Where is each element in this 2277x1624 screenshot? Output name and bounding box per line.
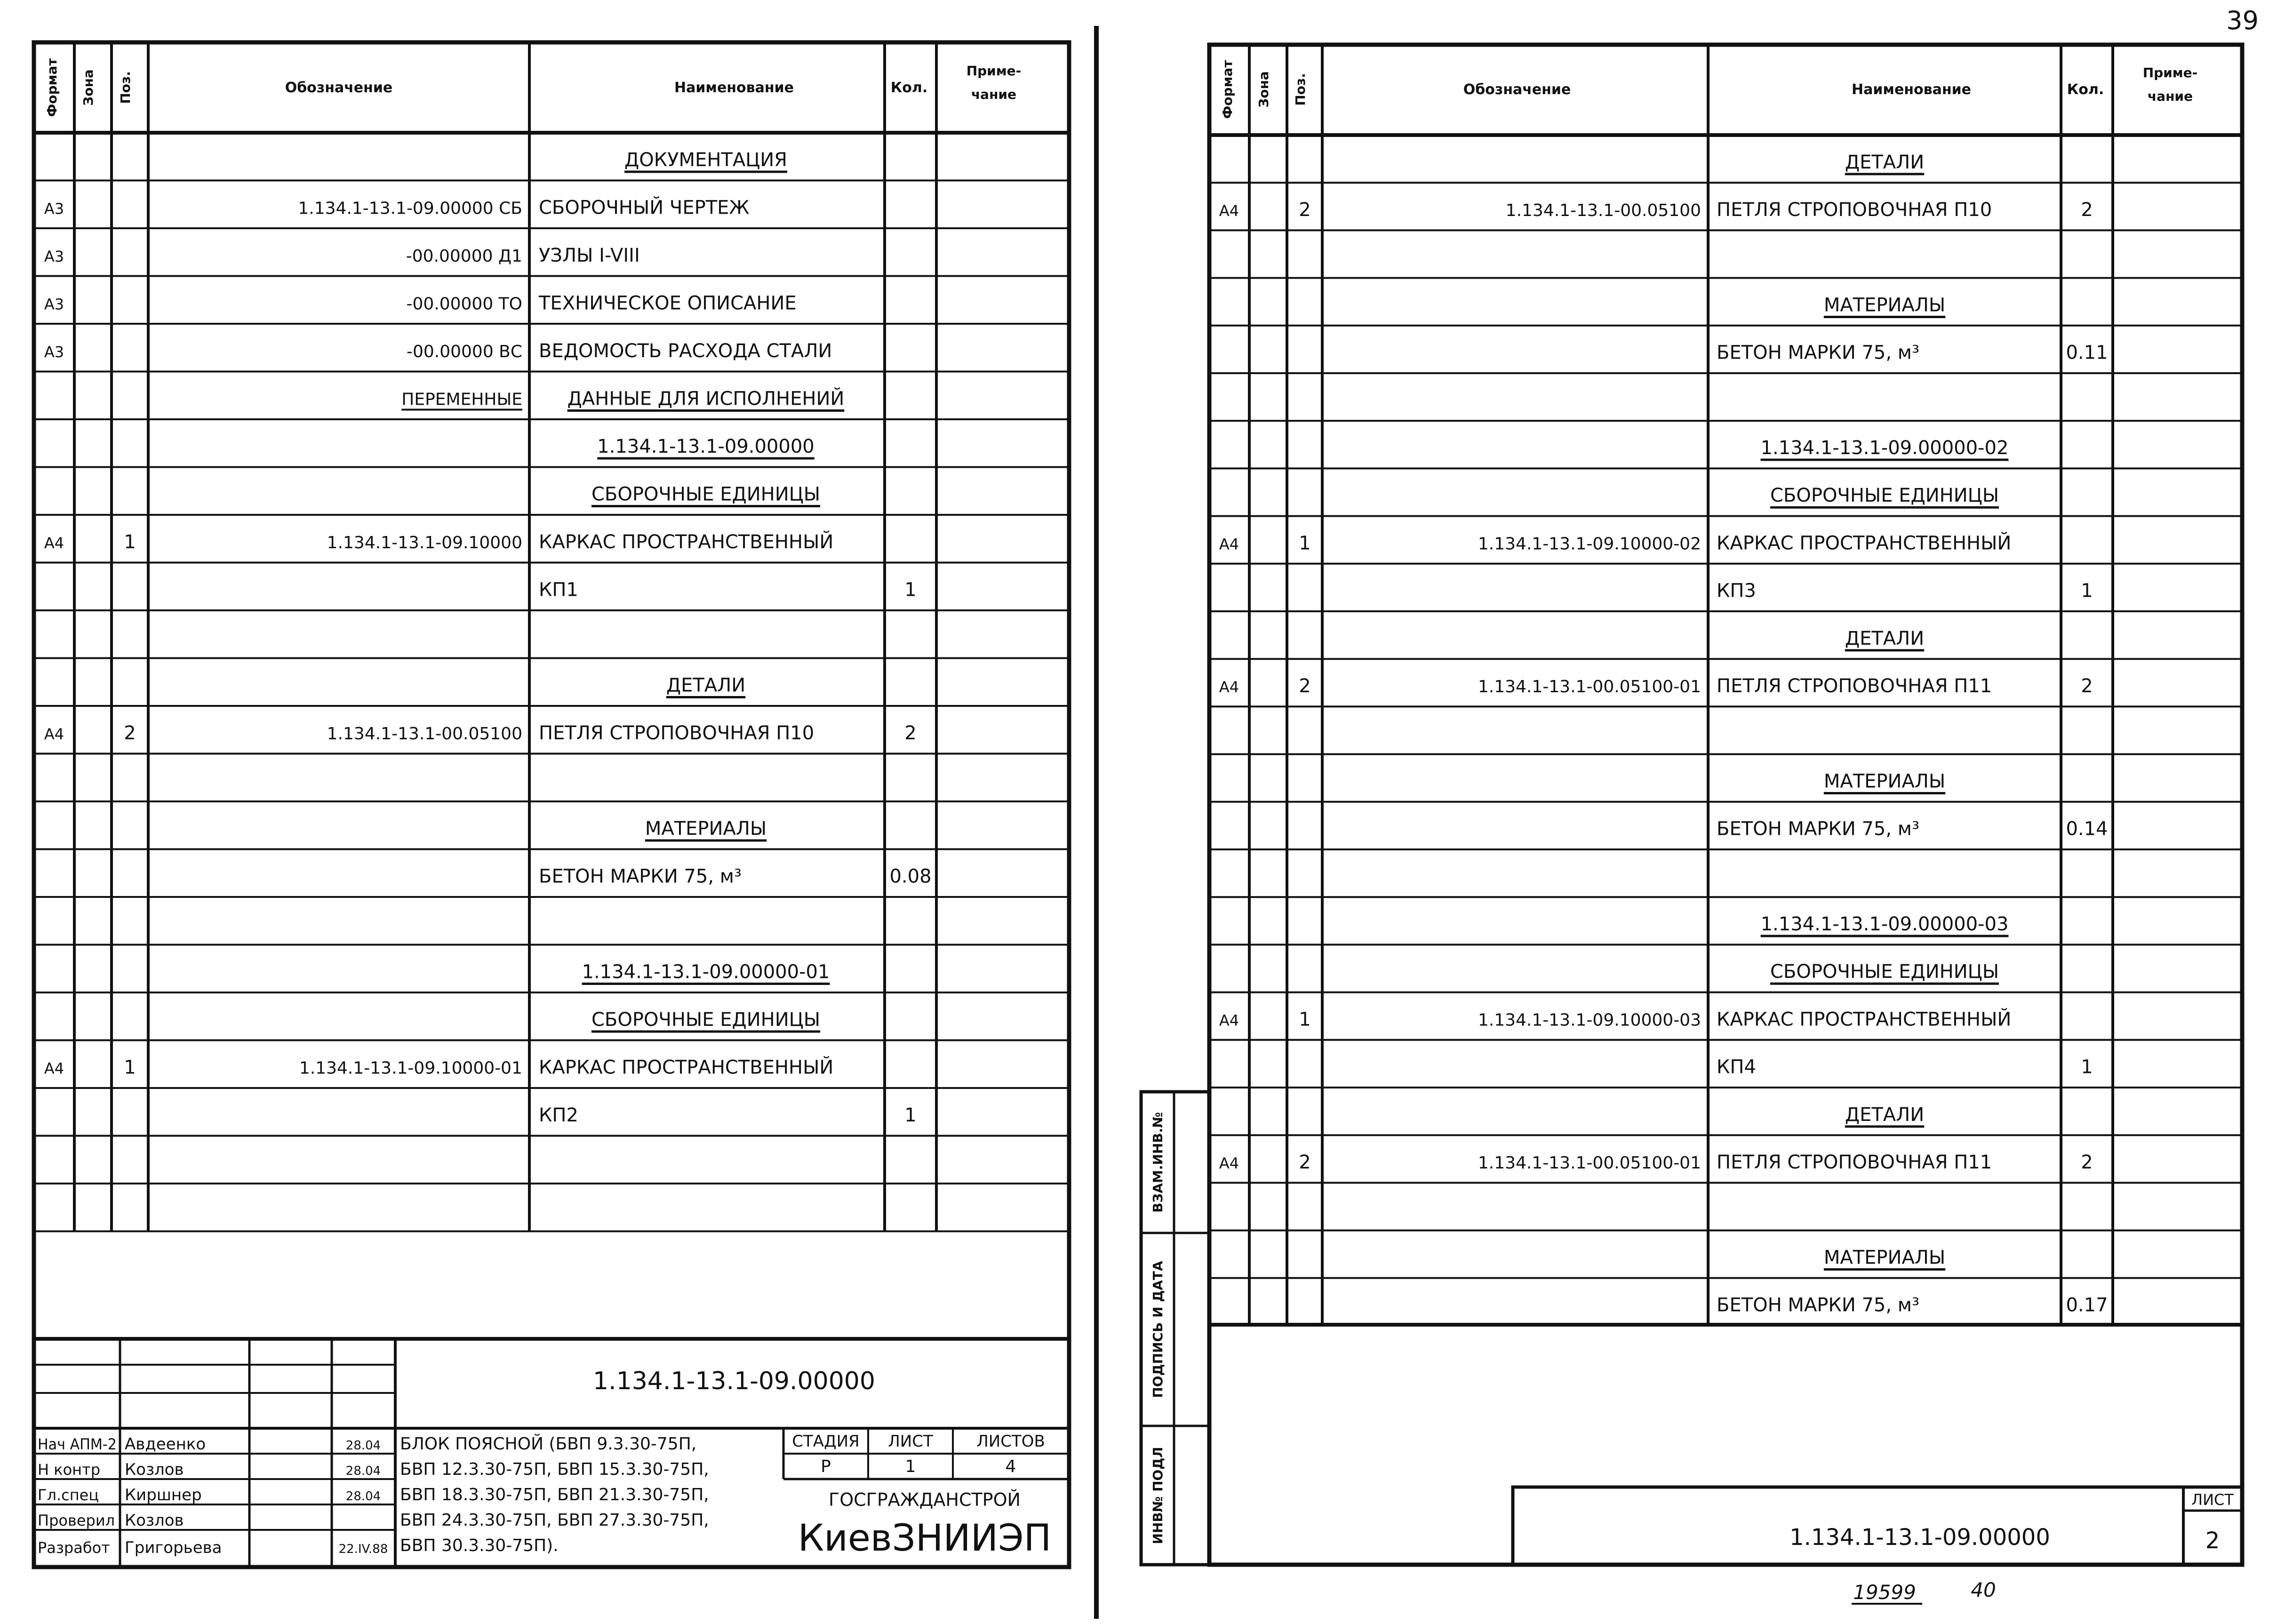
header-pos: Поз. (118, 71, 133, 104)
row-quantity: 2 (2081, 675, 2093, 697)
right-footer-sheet-label: ЛИСТ (2191, 1491, 2234, 1509)
role-date: 28.04 (345, 1464, 381, 1478)
row-name: КАРКАС ПРОСТРАНСТВЕННЫЙ (539, 531, 834, 553)
table-row (44, 245, 640, 266)
row-position: 2 (1299, 199, 1311, 221)
right-footer-sheet-number: 2 (2205, 1528, 2220, 1554)
row-quantity: 2 (904, 722, 917, 744)
role-person: Козлов (125, 1460, 184, 1479)
row-name: КАРКАС ПРОСТРАНСТВЕННЫЙ (539, 1056, 834, 1079)
table-row (44, 722, 917, 744)
row-quantity: 1 (2081, 1056, 2093, 1078)
row-position: 1 (124, 531, 136, 553)
right-stamp-strip (1141, 1092, 1209, 1565)
table-row (1770, 485, 1999, 507)
sheet-value: 1 (905, 1457, 916, 1476)
stamp-signature-date: ПОДПИСЬ И ДАТА (1150, 1261, 1166, 1398)
title-role-row (38, 1460, 381, 1479)
table-row (1717, 1056, 2093, 1078)
table-row (624, 149, 787, 172)
row-name: БЕТОН МАРКИ 75, м³ (1717, 818, 1919, 840)
right-footer-doc-code: 1.134.1-13.1-09.00000 (1790, 1524, 2050, 1551)
row-position: 2 (1299, 675, 1311, 697)
stage-label: СТАДИЯ (792, 1432, 860, 1451)
description-line: БЛОК ПОЯСНОЙ (БВП 9.3.30-75П, (400, 1434, 697, 1454)
role-title: Гл.спец (38, 1486, 99, 1504)
title-role-row (38, 1511, 184, 1530)
row-section-title: СБОРОЧНЫЕ ЕДИНИЦЫ (591, 1009, 821, 1031)
row-format: А3 (44, 200, 64, 218)
header-pos: Поз. (1293, 73, 1308, 106)
row-section-title: ДЕТАЛИ (1845, 627, 1925, 649)
table-row (1219, 1008, 2011, 1030)
table-row (591, 1009, 820, 1032)
table-row (1717, 342, 2108, 364)
row-position: 1 (1299, 1008, 1311, 1031)
left-title-block (34, 1339, 1069, 1567)
left-header (44, 58, 1021, 117)
table-row (539, 1104, 917, 1126)
description-line: БВП 24.3.30-75П, БВП 27.3.30-75П, (400, 1511, 709, 1530)
header-designation: Обозначение (1463, 81, 1571, 98)
table-row (1770, 961, 1999, 984)
table-row (1845, 152, 1924, 174)
row-designation: 1.134.1-13.1-09.10000-01 (299, 1058, 522, 1078)
role-title: Проверил (38, 1512, 115, 1529)
row-name: КП3 (1717, 580, 1756, 602)
table-row (1717, 1295, 2108, 1316)
row-designation: 1.134.1-13.1-00.05100-01 (1478, 1153, 1701, 1173)
table-row (1717, 818, 2108, 840)
table-row (1824, 294, 1945, 317)
org-institute: КиевЗНИИЭП (798, 1517, 1052, 1560)
row-section-title: МАТЕРИАЛЫ (1823, 1247, 1946, 1269)
table-row (666, 675, 745, 697)
row-position: 1 (124, 1056, 136, 1079)
row-format: А4 (1219, 202, 1239, 220)
title-role-row (38, 1486, 381, 1504)
row-section-title: ДОКУМЕНТАЦИЯ (624, 149, 787, 171)
row-section-title: ДЕТАЛИ (1845, 1104, 1925, 1126)
row-name: ВЕДОМОСТЬ РАСХОДА СТАЛИ (539, 340, 832, 362)
row-format: А4 (44, 534, 64, 552)
table-row (44, 340, 832, 362)
table-row (1717, 580, 2093, 602)
title-role-row (38, 1435, 381, 1454)
header-note-1: Приме- (966, 63, 1022, 79)
row-section-title: 1.134.1-13.1-09.00000 (597, 436, 815, 458)
title-doc-code: 1.134.1-13.1-09.00000 (593, 1367, 875, 1395)
table-row (1845, 1104, 1924, 1127)
row-designation: 1.134.1-13.1-09.10000-03 (1478, 1010, 1701, 1030)
table-row (597, 436, 814, 458)
right-footer (1209, 1325, 2242, 1604)
inventory-sheet: 40 (1971, 1578, 1996, 1601)
row-format: А4 (1219, 1154, 1239, 1173)
row-designation: 1.134.1-13.1-09.10000-02 (1478, 534, 1701, 554)
row-section-title: СБОРОЧНЫЕ ЕДИНИЦЫ (591, 483, 821, 505)
row-name: КП1 (539, 579, 578, 601)
role-title: Нач АПМ-2 (38, 1435, 117, 1453)
sheets-label: ЛИСТОВ (976, 1432, 1045, 1451)
row-name: ТЕХНИЧЕСКОЕ ОПИСАНИЕ (539, 292, 797, 314)
row-name: ПЕТЛЯ СТРОПОВОЧНАЯ П11 (1717, 675, 1992, 697)
row-name: БЕТОН МАРКИ 75, м³ (1717, 342, 1919, 364)
row-name: ПЕТЛЯ СТРОПОВОЧНАЯ П10 (539, 722, 815, 744)
row-format: А4 (1219, 1011, 1239, 1030)
row-quantity: 2 (2081, 1152, 2093, 1174)
header-format: Формат (44, 58, 60, 117)
row-quantity: 0.11 (2066, 342, 2108, 364)
row-designation: 1.134.1-13.1-00.05100 (1505, 201, 1701, 221)
header-name: Наименование (674, 80, 794, 96)
description-line: БВП 12.3.30-75П, БВП 15.3.30-75П, (400, 1460, 709, 1479)
row-format: А4 (1219, 678, 1239, 696)
row-quantity: 2 (2081, 199, 2093, 221)
role-title: Разработ (38, 1539, 110, 1557)
description-line: БВП 30.3.30-75П). (400, 1536, 559, 1555)
page-number: 39 (2226, 6, 2259, 35)
row-quantity: 0.14 (2066, 818, 2108, 840)
right-spec-table (1209, 45, 2242, 1565)
role-date: 28.04 (345, 1489, 381, 1504)
header-qty: Кол. (2067, 81, 2104, 98)
row-designation: 1.134.1-13.1-09.10000 (327, 533, 522, 553)
row-section-title: СБОРОЧНЫЕ ЕДИНИЦЫ (1770, 485, 1999, 507)
table-row (591, 484, 820, 506)
header-format: Формат (1220, 60, 1235, 119)
row-section-title: ДЕТАЛИ (1845, 151, 1925, 173)
row-position: 2 (1299, 1152, 1311, 1174)
row-section-title: МАТЕРИАЛЫ (645, 818, 767, 840)
row-name: БЕТОН МАРКИ 75, м³ (1717, 1294, 1919, 1316)
row-quantity: 1 (2081, 580, 2093, 602)
role-person: Авдеенко (125, 1435, 206, 1454)
row-designation: ПЕРЕМЕННЫЕ (401, 390, 522, 409)
table-row (1219, 1152, 2093, 1173)
row-section-title: СБОРОЧНЫЕ ЕДИНИЦЫ (1770, 961, 1999, 983)
row-position: 2 (124, 722, 136, 744)
row-name: УЗЛЫ I-VIII (539, 245, 640, 267)
row-designation: -00.00000 ТО (406, 294, 522, 314)
stamp-replacement-inventory: ВЗАМ.ИНВ.№ (1150, 1112, 1166, 1213)
role-title: Н контр (38, 1461, 101, 1479)
row-section-title: 1.134.1-13.1-09.00000-01 (582, 961, 830, 983)
sheet-label: ЛИСТ (888, 1432, 933, 1451)
header-note-2: чание (2147, 88, 2193, 104)
row-designation: 1.134.1-13.1-00.05100 (327, 724, 522, 744)
header-zone: Зона (1256, 71, 1271, 108)
row-section-title: МАТЕРИАЛЫ (1823, 294, 1946, 316)
table-row (44, 293, 797, 314)
row-name: КАРКАС ПРОСТРАНСТВЕННЫЙ (1717, 532, 2012, 554)
row-quantity: 1 (904, 579, 917, 601)
row-section-title: МАТЕРИАЛЫ (1823, 770, 1946, 792)
row-format: А4 (1219, 535, 1239, 553)
title-block-description (400, 1434, 709, 1555)
row-section-title: 1.134.1-13.1-09.00000-03 (1760, 913, 2009, 936)
table-row (539, 579, 917, 601)
table-row (1845, 628, 1924, 650)
table-row (401, 387, 844, 411)
row-name: СБОРОЧНЫЙ ЧЕРТЕЖ (539, 197, 750, 219)
row-name: КП2 (539, 1104, 578, 1127)
sheets-value: 4 (1005, 1457, 1016, 1476)
row-designation: -00.00000 Д1 (406, 247, 522, 266)
row-format: А4 (44, 1059, 64, 1078)
table-row (1219, 199, 2093, 221)
row-name: ПЕТЛЯ СТРОПОВОЧНАЯ П11 (1717, 1152, 1992, 1174)
table-row (44, 1056, 833, 1079)
table-row (1219, 675, 2093, 697)
row-section-title: ДЕТАЛИ (666, 674, 746, 696)
left-grid (34, 42, 1069, 1232)
table-row (1824, 770, 1945, 793)
table-row (1761, 913, 2009, 936)
stamp-original-inventory: ИНВ№ ПОДЛ (1150, 1447, 1166, 1544)
table-row (1824, 1247, 1945, 1269)
table-row (44, 530, 833, 553)
title-role-row (38, 1538, 388, 1557)
role-person: Козлов (125, 1511, 184, 1530)
inventory-number: 19599 (1853, 1581, 1916, 1604)
header-designation: Обозначение (285, 80, 393, 96)
role-date: 28.04 (345, 1439, 381, 1453)
row-name: БЕТОН МАРКИ 75, м³ (539, 865, 742, 888)
description-line: БВП 18.3.30-75П, БВП 21.3.30-75П, (400, 1485, 709, 1504)
role-person: Киршнер (125, 1486, 202, 1504)
row-format: А3 (44, 343, 64, 361)
header-note-1: Приме- (2142, 65, 2198, 80)
stage-value: Р (821, 1457, 831, 1476)
table-row (44, 196, 750, 219)
row-designation: -00.00000 ВС (406, 342, 522, 362)
row-format: А3 (44, 248, 64, 266)
row-format: А3 (44, 295, 64, 313)
row-position: 1 (1299, 532, 1311, 554)
left-rows (44, 149, 932, 1126)
row-quantity: 0.17 (2066, 1294, 2108, 1316)
table-row (539, 866, 932, 888)
header-name: Наименование (1852, 81, 1971, 98)
row-designation: 1.134.1-13.1-00.05100-01 (1478, 677, 1701, 697)
right-frame (1209, 45, 2242, 1565)
role-person: Григорьева (125, 1538, 222, 1557)
row-name: ПЕТЛЯ СТРОПОВОЧНАЯ П10 (1717, 199, 1992, 221)
row-name: КАРКАС ПРОСТРАНСТВЕННЫЙ (1717, 1008, 2012, 1031)
row-quantity: 1 (904, 1104, 917, 1127)
row-name: КП4 (1717, 1056, 1756, 1078)
row-format: А4 (44, 725, 64, 744)
role-date: 22.IV.88 (338, 1542, 388, 1556)
row-quantity: 0.08 (889, 865, 932, 888)
table-row (645, 818, 767, 840)
header-note-2: чание (971, 87, 1017, 102)
row-designation: 1.134.1-13.1-09.00000 СБ (298, 199, 522, 218)
table-row (582, 961, 830, 984)
row-section-title: 1.134.1-13.1-09.00000-02 (1760, 437, 2009, 459)
header-qty: Кол. (890, 80, 928, 96)
table-row (1219, 531, 2011, 554)
header-zone: Зона (80, 69, 96, 106)
row-section-title: ДАННЫЕ ДЛЯ ИСПОЛНЕНИЙ (567, 388, 845, 410)
org-ministry: ГОСГРАЖДАНСТРОЙ (829, 1489, 1021, 1510)
table-row (1761, 437, 2009, 460)
